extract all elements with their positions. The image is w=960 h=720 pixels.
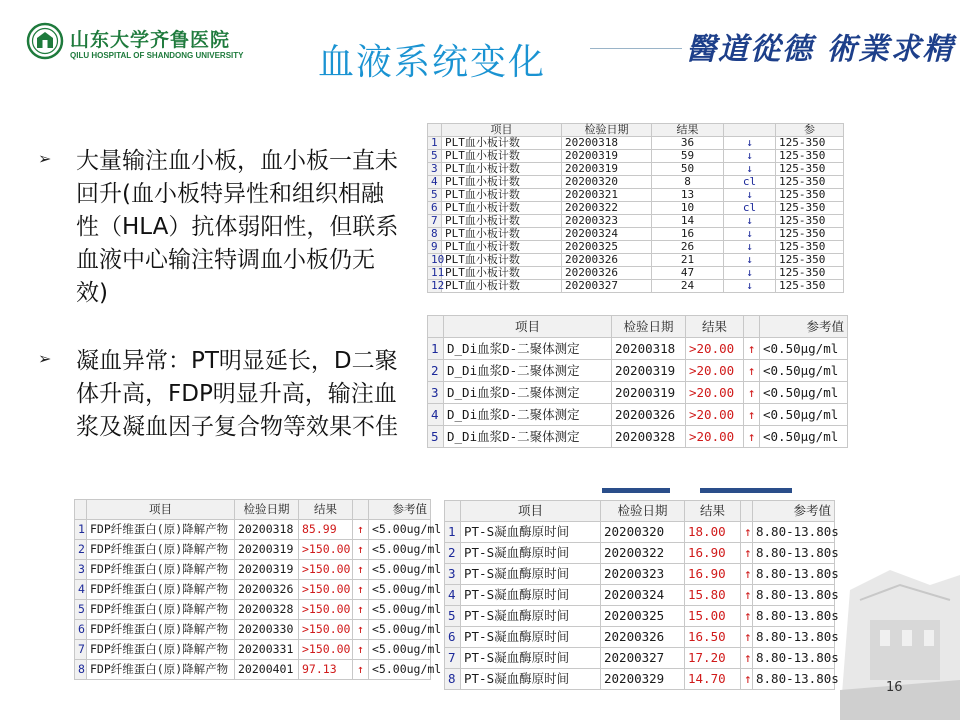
column-header: 项目 bbox=[444, 316, 612, 338]
reference-range: 125-350 bbox=[776, 163, 844, 176]
table-row bbox=[428, 254, 844, 267]
flag-arrow-icon: ↓ bbox=[724, 163, 776, 176]
row-index: 5 bbox=[445, 606, 461, 627]
result-value: >20.00 bbox=[686, 404, 744, 426]
column-header: 参考值 bbox=[369, 500, 431, 520]
reference-range: 8.80-13.80s bbox=[753, 627, 835, 648]
result-value: 14.70 bbox=[685, 669, 741, 690]
reference-range: <5.00ug/ml bbox=[369, 520, 431, 540]
test-date: 20200320 bbox=[562, 176, 652, 189]
flag-arrow-icon: ↑ bbox=[744, 338, 760, 360]
test-date: 20200322 bbox=[601, 543, 685, 564]
flag-arrow-icon: ↓ bbox=[724, 241, 776, 254]
result-value: 97.13 bbox=[299, 660, 353, 680]
item-name: D_Di血浆D-二聚体测定 bbox=[444, 338, 612, 360]
flag-arrow-icon: ↑ bbox=[744, 360, 760, 382]
table-row bbox=[445, 543, 835, 564]
flag-arrow-icon: ↑ bbox=[353, 520, 369, 540]
reference-range: <5.00ug/ml bbox=[369, 640, 431, 660]
result-value: 24 bbox=[652, 280, 724, 293]
test-date: 20200326 bbox=[562, 254, 652, 267]
item-name: PLT血小板计数 bbox=[442, 280, 562, 293]
flag-arrow-icon: ↑ bbox=[353, 640, 369, 660]
flag-arrow-icon: cl bbox=[724, 176, 776, 189]
test-date: 20200320 bbox=[601, 522, 685, 543]
row-index: 6 bbox=[428, 202, 442, 215]
item-name: PLT血小板计数 bbox=[442, 202, 562, 215]
table-row bbox=[75, 600, 431, 620]
table-row bbox=[445, 648, 835, 669]
column-header: 参考值 bbox=[753, 501, 835, 522]
item-name: PLT血小板计数 bbox=[442, 189, 562, 202]
test-date: 20200325 bbox=[562, 241, 652, 254]
flag-arrow-icon: ↑ bbox=[353, 580, 369, 600]
column-header bbox=[744, 316, 760, 338]
item-name: PT-S凝血酶原时间 bbox=[461, 585, 601, 606]
item-name: FDP纤维蛋白(原)降解产物 bbox=[87, 600, 235, 620]
item-name: PT-S凝血酶原时间 bbox=[461, 648, 601, 669]
result-value: 16.90 bbox=[685, 543, 741, 564]
row-index: 4 bbox=[445, 585, 461, 606]
test-date: 20200329 bbox=[601, 669, 685, 690]
table-row bbox=[428, 360, 848, 382]
result-value: 36 bbox=[652, 137, 724, 150]
column-header bbox=[445, 501, 461, 522]
result-value: 59 bbox=[652, 150, 724, 163]
row-index: 3 bbox=[428, 163, 442, 176]
item-name: D_Di血浆D-二聚体测定 bbox=[444, 382, 612, 404]
row-index: 5 bbox=[428, 150, 442, 163]
reference-range: <0.50μg/ml bbox=[760, 360, 848, 382]
item-name: PLT血小板计数 bbox=[442, 228, 562, 241]
reference-range: 125-350 bbox=[776, 202, 844, 215]
test-date: 20200319 bbox=[612, 382, 686, 404]
column-header: 参 bbox=[776, 124, 844, 137]
row-index: 11 bbox=[428, 267, 442, 280]
result-value: 14 bbox=[652, 215, 724, 228]
table-row bbox=[445, 522, 835, 543]
item-name: FDP纤维蛋白(原)降解产物 bbox=[87, 660, 235, 680]
table-row bbox=[428, 241, 844, 254]
flag-arrow-icon: ↓ bbox=[724, 228, 776, 241]
result-value: 16.90 bbox=[685, 564, 741, 585]
test-date: 20200325 bbox=[601, 606, 685, 627]
reference-range: 125-350 bbox=[776, 280, 844, 293]
item-name: PLT血小板计数 bbox=[442, 163, 562, 176]
reference-range: 8.80-13.80s bbox=[753, 585, 835, 606]
result-value: 15.00 bbox=[685, 606, 741, 627]
table-row bbox=[428, 150, 844, 163]
item-name: D_Di血浆D-二聚体测定 bbox=[444, 404, 612, 426]
row-index: 6 bbox=[445, 627, 461, 648]
arrow-right-bullet-icon: ➢ bbox=[38, 149, 52, 168]
item-name: FDP纤维蛋白(原)降解产物 bbox=[87, 560, 235, 580]
test-date: 20200318 bbox=[562, 137, 652, 150]
table-row bbox=[428, 137, 844, 150]
table-row bbox=[75, 580, 431, 600]
item-name: PT-S凝血酶原时间 bbox=[461, 669, 601, 690]
column-header: 检验日期 bbox=[562, 124, 652, 137]
result-value: >150.00 bbox=[299, 640, 353, 660]
row-index: 4 bbox=[428, 176, 442, 189]
item-name: PT-S凝血酶原时间 bbox=[461, 564, 601, 585]
table-row bbox=[428, 176, 844, 189]
reference-range: 125-350 bbox=[776, 137, 844, 150]
column-header bbox=[741, 501, 753, 522]
reference-range: 125-350 bbox=[776, 254, 844, 267]
test-date: 20200326 bbox=[562, 267, 652, 280]
table-row bbox=[428, 228, 844, 241]
item-name: D_Di血浆D-二聚体测定 bbox=[444, 360, 612, 382]
reference-range: 8.80-13.80s bbox=[753, 669, 835, 690]
reference-range: <0.50μg/ml bbox=[760, 404, 848, 426]
column-header: 结果 bbox=[652, 124, 724, 137]
item-name: PLT血小板计数 bbox=[442, 267, 562, 280]
item-name: PLT血小板计数 bbox=[442, 241, 562, 254]
row-index: 7 bbox=[75, 640, 87, 660]
result-value: 13 bbox=[652, 189, 724, 202]
row-index: 1 bbox=[445, 522, 461, 543]
column-header: 参考值 bbox=[760, 316, 848, 338]
flag-arrow-icon: ↑ bbox=[744, 426, 760, 448]
column-header: 检验日期 bbox=[612, 316, 686, 338]
row-index: 12 bbox=[428, 280, 442, 293]
logo-chinese-text: 山东大学齐鲁医院 bbox=[70, 29, 231, 51]
building-sketch-decoration bbox=[810, 530, 960, 720]
row-index: 6 bbox=[75, 620, 87, 640]
flag-arrow-icon: ↑ bbox=[353, 560, 369, 580]
result-value: >20.00 bbox=[686, 338, 744, 360]
reference-range: 8.80-13.80s bbox=[753, 648, 835, 669]
item-name: PT-S凝血酶原时间 bbox=[461, 522, 601, 543]
flag-arrow-icon: ↓ bbox=[724, 267, 776, 280]
table-row bbox=[428, 202, 844, 215]
hospital-emblem-icon bbox=[26, 22, 64, 60]
table-header-row bbox=[428, 316, 848, 338]
result-value: 16 bbox=[652, 228, 724, 241]
window-tab-fragment bbox=[700, 488, 792, 493]
test-date: 20200326 bbox=[601, 627, 685, 648]
reference-range: <5.00ug/ml bbox=[369, 660, 431, 680]
test-date: 20200324 bbox=[562, 228, 652, 241]
column-header: 项目 bbox=[87, 500, 235, 520]
row-index: 1 bbox=[428, 338, 444, 360]
row-index: 8 bbox=[75, 660, 87, 680]
result-value: 26 bbox=[652, 241, 724, 254]
item-name: PLT血小板计数 bbox=[442, 176, 562, 189]
reference-range: 125-350 bbox=[776, 241, 844, 254]
table-row bbox=[75, 520, 431, 540]
row-index: 8 bbox=[445, 669, 461, 690]
test-date: 20200319 bbox=[235, 560, 299, 580]
test-date: 20200319 bbox=[235, 540, 299, 560]
result-value: >20.00 bbox=[686, 382, 744, 404]
test-date: 20200323 bbox=[601, 564, 685, 585]
flag-arrow-icon: ↓ bbox=[724, 280, 776, 293]
result-value: >150.00 bbox=[299, 600, 353, 620]
reference-range: <5.00ug/ml bbox=[369, 620, 431, 640]
test-date: 20200321 bbox=[562, 189, 652, 202]
table-row bbox=[428, 189, 844, 202]
test-date: 20200327 bbox=[562, 280, 652, 293]
result-value: >150.00 bbox=[299, 620, 353, 640]
result-value: 8 bbox=[652, 176, 724, 189]
item-name: FDP纤维蛋白(原)降解产物 bbox=[87, 580, 235, 600]
flag-arrow-icon: ↑ bbox=[741, 648, 753, 669]
reference-range: <0.50μg/ml bbox=[760, 382, 848, 404]
row-index: 3 bbox=[75, 560, 87, 580]
table-body bbox=[428, 338, 848, 448]
row-index: 8 bbox=[428, 228, 442, 241]
test-date: 20200319 bbox=[562, 163, 652, 176]
flag-arrow-icon: ↑ bbox=[741, 627, 753, 648]
flag-arrow-icon: ↓ bbox=[724, 254, 776, 267]
reference-range: <5.00ug/ml bbox=[369, 600, 431, 620]
test-date: 20200328 bbox=[612, 426, 686, 448]
test-date: 20200401 bbox=[235, 660, 299, 680]
column-header bbox=[75, 500, 87, 520]
table-body bbox=[75, 520, 442, 680]
table-body bbox=[445, 522, 839, 690]
flag-arrow-icon: ↑ bbox=[741, 606, 753, 627]
test-date: 20200319 bbox=[612, 360, 686, 382]
test-date: 20200331 bbox=[235, 640, 299, 660]
item-name: PLT血小板计数 bbox=[442, 150, 562, 163]
result-value: 85.99 bbox=[299, 520, 353, 540]
result-value: 15.80 bbox=[685, 585, 741, 606]
reference-range: 8.80-13.80s bbox=[753, 606, 835, 627]
reference-range: 8.80-13.80s bbox=[753, 564, 835, 585]
item-name: PT-S凝血酶原时间 bbox=[461, 606, 601, 627]
test-date: 20200326 bbox=[235, 580, 299, 600]
arrow-right-bullet-icon: ➢ bbox=[38, 349, 52, 368]
row-index: 10 bbox=[428, 254, 442, 267]
row-index: 1 bbox=[75, 520, 87, 540]
column-header: 结果 bbox=[299, 500, 353, 520]
test-date: 20200319 bbox=[562, 150, 652, 163]
row-index: 5 bbox=[428, 189, 442, 202]
reference-range: 125-350 bbox=[776, 150, 844, 163]
table-row bbox=[445, 585, 835, 606]
result-value: >20.00 bbox=[686, 360, 744, 382]
test-date: 20200327 bbox=[601, 648, 685, 669]
item-name: PT-S凝血酶原时间 bbox=[461, 543, 601, 564]
item-name: FDP纤维蛋白(原)降解产物 bbox=[87, 540, 235, 560]
item-name: PLT血小板计数 bbox=[442, 215, 562, 228]
result-value: 18.00 bbox=[685, 522, 741, 543]
row-index: 5 bbox=[75, 600, 87, 620]
row-index: 7 bbox=[445, 648, 461, 669]
flag-arrow-icon: ↑ bbox=[353, 540, 369, 560]
pt-results-table bbox=[444, 500, 839, 690]
table-row bbox=[75, 660, 431, 680]
column-header: 检验日期 bbox=[235, 500, 299, 520]
table-header-row bbox=[428, 124, 844, 137]
table-row bbox=[445, 627, 835, 648]
test-date: 20200326 bbox=[612, 404, 686, 426]
plt-results-table bbox=[427, 123, 844, 293]
result-value: 10 bbox=[652, 202, 724, 215]
flag-arrow-icon: ↑ bbox=[744, 404, 760, 426]
test-date: 20200330 bbox=[235, 620, 299, 640]
test-date: 20200324 bbox=[601, 585, 685, 606]
flag-arrow-icon: ↑ bbox=[353, 660, 369, 680]
item-name: PLT血小板计数 bbox=[442, 254, 562, 267]
table-body bbox=[428, 137, 844, 293]
result-value: 17.20 bbox=[685, 648, 741, 669]
column-header bbox=[428, 316, 444, 338]
page-number: 16 bbox=[886, 680, 903, 695]
row-index: 4 bbox=[75, 580, 87, 600]
bullet-text: 大量输注血小板，血小板一直未回升(血小板特异性和组织相融性（HLA）抗体弱阳性，但联系血液中心输注特调血小板仍无效) bbox=[76, 148, 399, 306]
column-header bbox=[428, 124, 442, 137]
row-index: 2 bbox=[75, 540, 87, 560]
table-row bbox=[428, 267, 844, 280]
item-name: FDP纤维蛋白(原)降解产物 bbox=[87, 620, 235, 640]
row-index: 7 bbox=[428, 215, 442, 228]
item-name: PLT血小板计数 bbox=[442, 137, 562, 150]
column-header: 结果 bbox=[685, 501, 741, 522]
column-header: 结果 bbox=[686, 316, 744, 338]
calligraphy-motto: 醫道從德 術業求精 bbox=[686, 32, 955, 67]
row-index: 3 bbox=[428, 382, 444, 404]
table-row bbox=[428, 215, 844, 228]
test-date: 20200318 bbox=[235, 520, 299, 540]
test-date: 20200322 bbox=[562, 202, 652, 215]
row-index: 4 bbox=[428, 404, 444, 426]
reference-range: <0.50μg/ml bbox=[760, 426, 848, 448]
flag-arrow-icon: ↑ bbox=[741, 522, 753, 543]
row-index: 9 bbox=[428, 241, 442, 254]
flag-arrow-icon: ↓ bbox=[724, 150, 776, 163]
flag-arrow-icon: ↑ bbox=[741, 585, 753, 606]
reference-range: <0.50μg/ml bbox=[760, 338, 848, 360]
hospital-logo bbox=[26, 22, 244, 66]
table-row bbox=[428, 382, 848, 404]
column-header: 项目 bbox=[442, 124, 562, 137]
item-name: D_Di血浆D-二聚体测定 bbox=[444, 426, 612, 448]
result-value: 21 bbox=[652, 254, 724, 267]
test-date: 20200328 bbox=[235, 600, 299, 620]
table-header-row bbox=[445, 501, 835, 522]
table-row bbox=[428, 280, 844, 293]
result-value: >150.00 bbox=[299, 560, 353, 580]
table-row bbox=[75, 560, 431, 580]
table-row bbox=[428, 404, 848, 426]
column-header bbox=[724, 124, 776, 137]
reference-range: 125-350 bbox=[776, 228, 844, 241]
flag-arrow-icon: ↓ bbox=[724, 215, 776, 228]
flag-arrow-icon: ↑ bbox=[353, 600, 369, 620]
table-row bbox=[75, 640, 431, 660]
reference-range: <5.00ug/ml bbox=[369, 560, 431, 580]
result-value: 50 bbox=[652, 163, 724, 176]
test-date: 20200323 bbox=[562, 215, 652, 228]
bullet-text: 凝血异常：PT明显延长，D二聚体升高，FDP明显升高，输注血浆及凝血因子复合物等效果不佳 bbox=[76, 348, 398, 440]
row-index: 3 bbox=[445, 564, 461, 585]
reference-range: 125-350 bbox=[776, 176, 844, 189]
item-name: PT-S凝血酶原时间 bbox=[461, 627, 601, 648]
table-row bbox=[75, 540, 431, 560]
window-tab-fragment bbox=[602, 488, 670, 493]
flag-arrow-icon: cl bbox=[724, 202, 776, 215]
reference-range: 8.80-13.80s bbox=[753, 522, 835, 543]
reference-range: <5.00ug/ml bbox=[369, 540, 431, 560]
header-divider bbox=[590, 48, 682, 49]
reference-range: 125-350 bbox=[776, 189, 844, 202]
table-header-row bbox=[75, 500, 431, 520]
flag-arrow-icon: ↑ bbox=[741, 543, 753, 564]
item-name: FDP纤维蛋白(原)降解产物 bbox=[87, 520, 235, 540]
flag-arrow-icon: ↓ bbox=[724, 189, 776, 202]
result-value: >150.00 bbox=[299, 580, 353, 600]
flag-arrow-icon: ↑ bbox=[353, 620, 369, 640]
table-row bbox=[428, 163, 844, 176]
result-value: 47 bbox=[652, 267, 724, 280]
row-index: 5 bbox=[428, 426, 444, 448]
column-header: 项目 bbox=[461, 501, 601, 522]
table-row bbox=[445, 564, 835, 585]
fdp-results-table bbox=[74, 499, 442, 680]
row-index: 2 bbox=[445, 543, 461, 564]
result-value: 16.50 bbox=[685, 627, 741, 648]
flag-arrow-icon: ↑ bbox=[741, 669, 753, 690]
flag-arrow-icon: ↑ bbox=[741, 564, 753, 585]
row-index: 2 bbox=[428, 360, 444, 382]
logo-english-text: QILU HOSPITAL OF SHANDONG UNIVERSITY bbox=[70, 51, 244, 60]
reference-range: 125-350 bbox=[776, 215, 844, 228]
page-title: 血液系统变化 bbox=[318, 42, 547, 83]
table-row bbox=[428, 426, 848, 448]
reference-range: 125-350 bbox=[776, 267, 844, 280]
column-header: 检验日期 bbox=[601, 501, 685, 522]
flag-arrow-icon: ↓ bbox=[724, 137, 776, 150]
table-row bbox=[428, 338, 848, 360]
column-header bbox=[353, 500, 369, 520]
result-value: >20.00 bbox=[686, 426, 744, 448]
ddimer-results-table bbox=[427, 315, 848, 448]
reference-range: 8.80-13.80s bbox=[753, 543, 835, 564]
item-name: FDP纤维蛋白(原)降解产物 bbox=[87, 640, 235, 660]
table-row bbox=[445, 606, 835, 627]
table-row bbox=[75, 620, 431, 640]
row-index: 1 bbox=[428, 137, 442, 150]
flag-arrow-icon: ↑ bbox=[744, 382, 760, 404]
test-date: 20200318 bbox=[612, 338, 686, 360]
reference-range: <5.00ug/ml bbox=[369, 580, 431, 600]
result-value: >150.00 bbox=[299, 540, 353, 560]
table-row bbox=[445, 669, 835, 690]
